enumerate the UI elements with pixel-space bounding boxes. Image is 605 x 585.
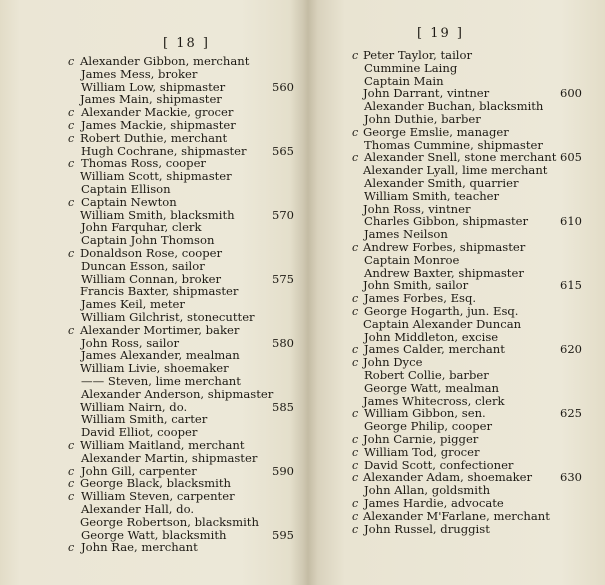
entry-name: Donaldson Rose, cooper — [80, 246, 223, 260]
entry-mark: c — [352, 151, 359, 165]
entry-mark: c — [352, 305, 359, 318]
entry-mark: c — [352, 407, 359, 421]
entry-mark: c — [68, 490, 75, 504]
entry-number: 605 — [560, 150, 582, 165]
entry-name: William Smith, carter — [81, 412, 208, 427]
entry-name: George Philip, cooper — [364, 419, 493, 434]
entry-name: —— Steven, lime merchant — [81, 374, 241, 388]
entry-name: James Alexander, mealman — [81, 348, 240, 363]
entry-name: George Watt, mealman — [364, 380, 499, 395]
entry-name: Thomas Cummine, shipmaster — [364, 137, 543, 152]
entry-name: William Connan, broker — [81, 271, 222, 286]
entry-name: David Scott, confectioner — [364, 457, 514, 472]
entry-name: John Carnie, pigger — [363, 432, 479, 446]
entry-name: William Smith, teacher — [364, 188, 500, 203]
entry-name: John Ross, sailor — [81, 335, 180, 350]
entry-number: 610 — [560, 214, 582, 229]
entry-name: James Calder, merchant — [364, 342, 505, 357]
entry-mark: c — [352, 343, 359, 357]
entry-name: Alexander Smith, quarrier — [364, 176, 519, 190]
entry-name: John Allan, goldsmith — [364, 483, 491, 498]
entry-name: David Elliot, cooper — [81, 425, 198, 440]
entry-name: Robert Duthie, merchant — [80, 130, 228, 145]
entry-mark: c — [68, 195, 75, 209]
entry-name: Alexander Anderson, shipmaster — [81, 386, 274, 401]
entry-number: 630 — [560, 470, 582, 485]
entry-name: George Emslie, manager — [363, 124, 509, 139]
entry-name: James Main, shipmaster — [80, 92, 222, 107]
entry-name: George Robertson, blacksmith — [80, 514, 259, 529]
entry-number: 620 — [560, 342, 582, 357]
entry-mark: c — [352, 49, 359, 62]
entry-name: John Ross, vintner — [363, 201, 471, 216]
entry-name: John Darrant, vintner — [363, 86, 490, 101]
entry-name: Alexander Adam, shoemaker — [363, 470, 533, 485]
entry-mark: c — [68, 55, 75, 68]
entry-name: Captain Alexander Duncan — [363, 316, 522, 331]
entry-name: Francis Baxter, shipmaster — [80, 284, 239, 299]
entry-name: John Russel, druggist — [364, 521, 490, 536]
entry-mark: c — [68, 541, 75, 555]
entry-name: John Smith, sailor — [363, 278, 469, 293]
entry-name: William Gilchrist, stonecutter — [81, 310, 255, 324]
entry-name: William Livie, shoemaker — [80, 361, 229, 376]
entry-mark: c — [352, 292, 359, 306]
entry-name: William Tod, grocer — [364, 444, 480, 459]
entry-name: Alexander Mortimer, baker — [80, 322, 240, 337]
entry-number: 565 — [272, 143, 294, 158]
entry-mark: c — [352, 433, 359, 446]
entry-mark: c — [68, 247, 75, 260]
entry-name: William Nairn, do. — [80, 399, 188, 414]
entry-name: Alexander Mackie, grocer — [81, 105, 234, 120]
entry-name: Cummine Laing — [364, 60, 458, 75]
entry-name: Duncan Esson, sailor — [81, 258, 205, 273]
entry-number: 580 — [272, 335, 294, 350]
entry-mark: c — [352, 497, 359, 510]
entry-mark: c — [68, 157, 75, 171]
entry-mark: c — [68, 439, 75, 452]
entry-name: George Black, blacksmith — [80, 476, 231, 491]
entry-name: John Middleton, excise — [364, 329, 499, 344]
entry-number: 590 — [272, 463, 294, 478]
entry-name: William Smith, blacksmith — [80, 207, 235, 222]
entry-name: George Watt, blacksmith — [81, 527, 227, 542]
entry-mark: c — [352, 356, 359, 370]
page-number: [ 19 ] — [417, 26, 464, 41]
entry-mark: c — [352, 445, 359, 459]
entry-name: William Scott, shipmaster — [80, 169, 232, 184]
entry-number: 575 — [272, 271, 294, 286]
entry-name: Captain Ellison — [81, 182, 171, 196]
entry-name: Alexander Gibbon, merchant — [80, 54, 250, 68]
entry-name: Alexander Buchan, blacksmith — [364, 99, 544, 114]
entry-mark: c — [68, 131, 75, 145]
entry-mark: c — [68, 106, 75, 120]
entry-name: Alexander Lyall, lime merchant — [363, 163, 548, 178]
entry-name: Hugh Cochrane, shipmaster — [81, 143, 247, 158]
entry-name: William Maitland, merchant — [80, 438, 245, 452]
entry-name: George Hogarth, jun. Esq. — [364, 304, 519, 318]
entry-name: John Farquhar, clerk — [81, 220, 202, 235]
entry-name: Captain Monroe — [364, 252, 460, 267]
entry-number: 585 — [272, 399, 294, 414]
entry-name: John Dyce — [363, 355, 423, 370]
entry-number: 560 — [272, 79, 294, 94]
entry-number: 600 — [560, 86, 582, 101]
entry-mark: c — [352, 471, 359, 485]
entry-name: James Hardie, advocate — [364, 496, 504, 510]
entry-number: 570 — [272, 207, 294, 222]
entry-name: Peter Taylor, tailor — [363, 48, 473, 62]
entry-name: John Rae, merchant — [81, 540, 198, 555]
entry-name: William Steven, carpenter — [81, 489, 235, 504]
entry-mark: c — [68, 119, 75, 132]
entry-name: William Low, shipmaster — [81, 79, 226, 94]
entry-name: Robert Collie, barber — [364, 368, 489, 382]
entry-mark: c — [68, 464, 75, 478]
entry-mark: c — [352, 509, 359, 523]
entry-name: Captain John Thomson — [81, 233, 215, 248]
entry-name: James Keil, meter — [81, 297, 185, 312]
entry-mark: c — [352, 241, 359, 254]
entry-name: James Forbes, Esq. — [364, 291, 477, 306]
entry-name: Captain Main — [364, 73, 444, 88]
entry-mark: c — [68, 477, 75, 491]
entry-name: James Mess, broker — [81, 66, 198, 81]
entry-name: Andrew Forbes, shipmaster — [363, 240, 526, 254]
entry-name: Thomas Ross, cooper — [81, 156, 206, 171]
right-page — [305, 0, 605, 585]
entry-name: Alexander M'Farlane, merchant — [363, 508, 550, 523]
page-number: [ 18 ] — [163, 36, 210, 51]
entry-name: Alexander Snell, stone merchant — [364, 150, 557, 165]
entry-name: Alexander Martin, shipmaster — [81, 450, 258, 465]
entry-number: 625 — [560, 406, 582, 421]
entry-name: John Gill, carpenter — [81, 463, 197, 478]
entry-name: William Gibbon, sen. — [364, 406, 486, 421]
entry-name: John Duthie, barber — [364, 112, 481, 126]
entry-name: James Whitecross, clerk — [363, 393, 505, 408]
entry-name: Charles Gibbon, shipmaster — [364, 214, 529, 229]
entry-name: Andrew Baxter, shipmaster — [364, 265, 524, 280]
entry-mark: c — [352, 125, 359, 139]
entry-name: Alexander Hall, do. — [81, 502, 195, 516]
entry-number: 615 — [560, 278, 582, 293]
entry-name: James Mackie, shipmaster — [81, 118, 236, 132]
entry-number: 595 — [272, 527, 294, 542]
entry-name: James Neilson — [364, 227, 448, 242]
entry-mark: c — [352, 458, 359, 472]
entry-name: Captain Newton — [81, 194, 177, 209]
entry-mark: c — [352, 522, 359, 536]
entry-mark: c — [68, 323, 75, 337]
